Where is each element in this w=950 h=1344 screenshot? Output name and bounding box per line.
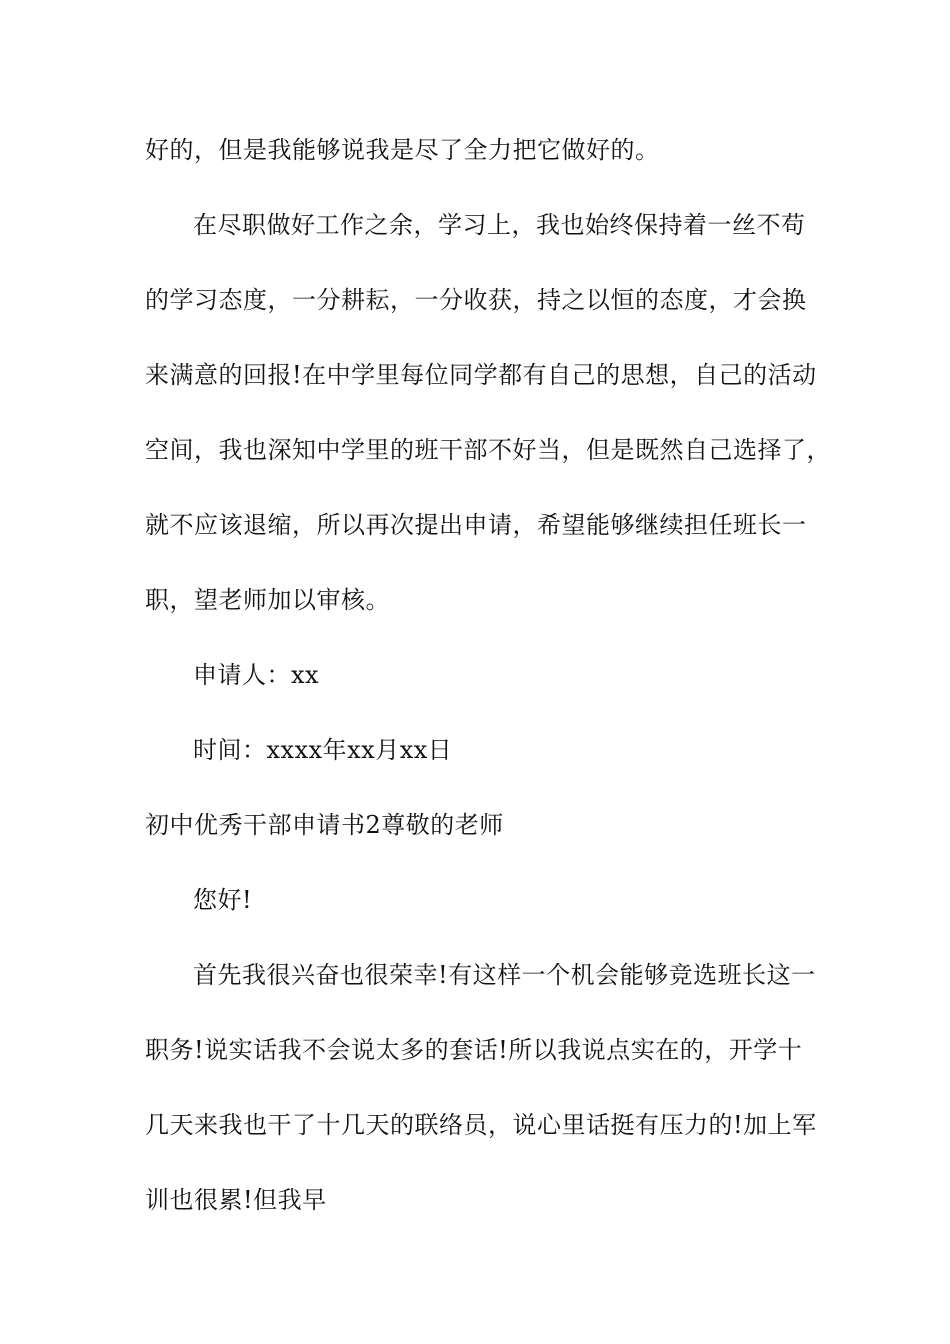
applicant-line: 申请人：xx (193, 661, 320, 689)
text-line-4: 来满意的回报!在中学里每位同学都有自己的思想，自己的活动 (145, 361, 817, 389)
text-line-2: 在尽职做好工作之余，学习上，我也始终保持着一丝不苟 (193, 211, 806, 239)
text-line-6: 就不应该退缩，所以再次提出申请，希望能够继续担任班长一 (145, 511, 807, 539)
greeting-line: 您好! (193, 886, 253, 914)
text-line-12: 首先我很兴奋也很荣幸!有这样一个机会能够竞选班长这一 (193, 961, 816, 989)
text-line-3: 的学习态度，一分耕耘，一分收获，持之以恒的态度，才会换 (145, 286, 807, 314)
text-line-7: 职，望老师加以审核。 (145, 586, 390, 614)
text-line-5: 空间，我也深知中学里的班干部不好当，但是既然自己选择了， (145, 436, 831, 464)
section-heading: 初中优秀干部申请书2尊敬的老师 (145, 811, 504, 839)
text-line-13: 职务!说实话我不会说太多的套话!所以我说点实在的，开学十 (145, 1036, 803, 1064)
text-line-1: 好的，但是我能够说我是尽了全力把它做好的。 (145, 136, 660, 164)
text-line-14: 几天来我也干了十几天的联络员，说心里话挺有压力的!加上军 (145, 1111, 817, 1139)
text-line-15: 训也很累!但我早 (145, 1186, 327, 1214)
date-line: 时间：xxxx年xx月xx日 (193, 736, 453, 764)
